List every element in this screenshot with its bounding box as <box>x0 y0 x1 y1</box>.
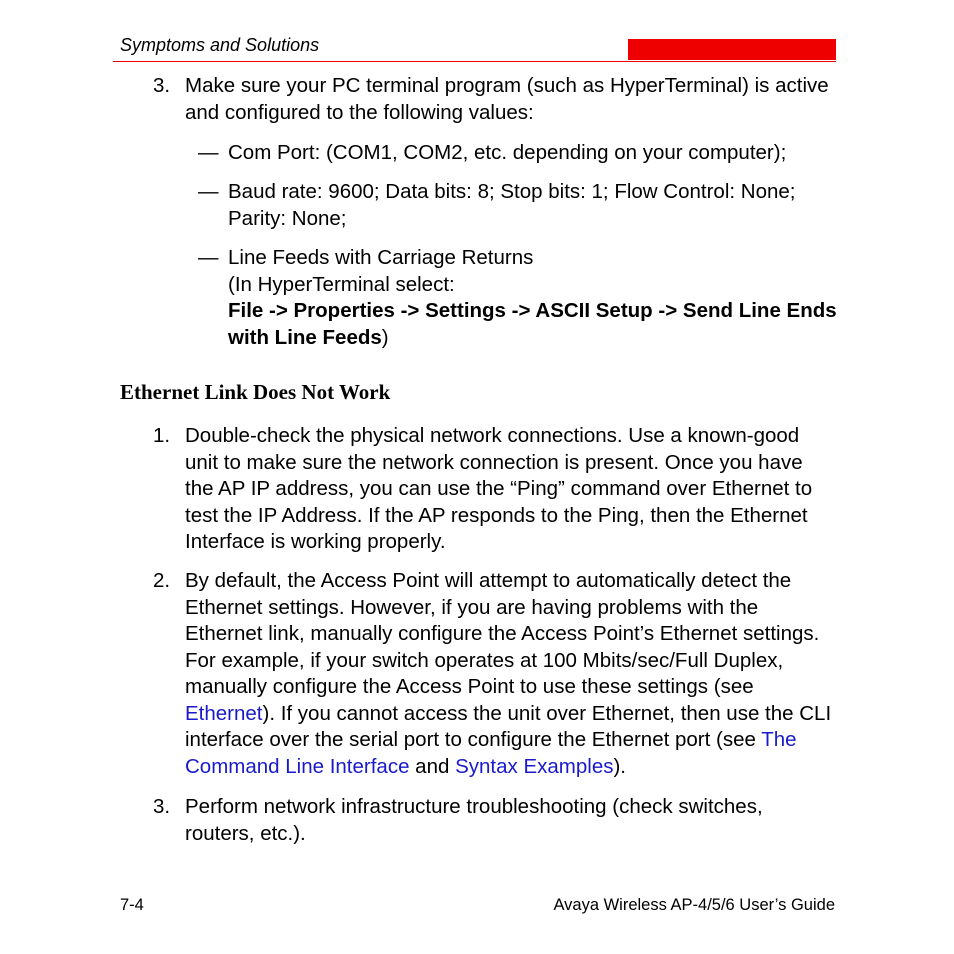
page-number: 7-4 <box>120 896 144 914</box>
step-2-text-part: By default, the Access Point will attempt to automatically detect the Ethernet settings. However, if you are having problems with the Ethernet link, manually configure the Access Point’s Ethernet settings. For example, if your switch operates at 100 Mbits/sec/Full Duplex, manually configure the Access Point to use these settings (see <box>185 569 820 698</box>
menu-path-bold: File -> Properties -> Settings -> ASCII Setup -> Send Line Ends with Line Feeds <box>228 299 837 349</box>
bullet-baud-rate: Baud rate: 9600; Data bits: 8; Stop bits: 1; Flow Control: None; Parity: None; <box>228 180 796 230</box>
step-2-text-part: ). If you cannot access the unit over Ethernet, then use the CLI interface over the serial port to configure the Ethernet port (see <box>185 701 832 751</box>
guide-title: Avaya Wireless AP-4/5/6 User’s Guide <box>553 896 835 914</box>
running-header-title: Symptoms and Solutions <box>120 35 320 55</box>
ethernet-step-3-text: Perform network infrastructure troubleshooting (check switches, routers, etc.). <box>185 795 763 845</box>
bullet-line-feeds-title: Line Feeds with Carriage Returns <box>228 246 534 269</box>
bullet-dash: — <box>198 246 219 269</box>
header-accent-bar <box>628 39 836 60</box>
step-number: 1. <box>153 424 171 447</box>
bullet-line-feeds <box>228 245 848 351</box>
ethernet-step-2-text <box>185 568 835 780</box>
step-number: 3. <box>153 74 171 97</box>
header-divider <box>113 61 836 62</box>
menu-path <box>228 298 848 351</box>
step-number: 3. <box>153 795 171 818</box>
bullet-line-feeds-instruction: (In HyperTerminal select: <box>228 272 455 296</box>
step-2-text-part: ). <box>613 754 626 778</box>
bullet-dash: — <box>198 180 219 203</box>
section-heading: Ethernet Link Does Not Work <box>120 380 391 404</box>
link-ethernet[interactable]: Ethernet <box>185 701 263 725</box>
serial-step-3-text: Make sure your PC terminal program (such as HyperTerminal) is active and configured to the following values: <box>185 74 829 124</box>
bullet-dash: — <box>198 141 219 164</box>
ethernet-step-1-text: Double-check the physical network connections. Use a known-good unit to make sure the network connection is present. Once you have the AP IP address, you can use the “Ping” command over Ethernet to test the IP Address. If the AP responds to the Ping, then the Ethernet Interface is working properly. <box>185 424 813 553</box>
step-2-text-part: and <box>409 754 456 778</box>
link-syntax-examples[interactable]: Syntax Examples <box>455 754 614 778</box>
link-command-line-interface[interactable]: The Command Line Interface <box>185 728 797 778</box>
step-number: 2. <box>153 569 171 592</box>
bullet-com-port: Com Port: (COM1, COM2, etc. depending on your computer); <box>228 141 787 164</box>
menu-path-close: ) <box>381 325 389 349</box>
